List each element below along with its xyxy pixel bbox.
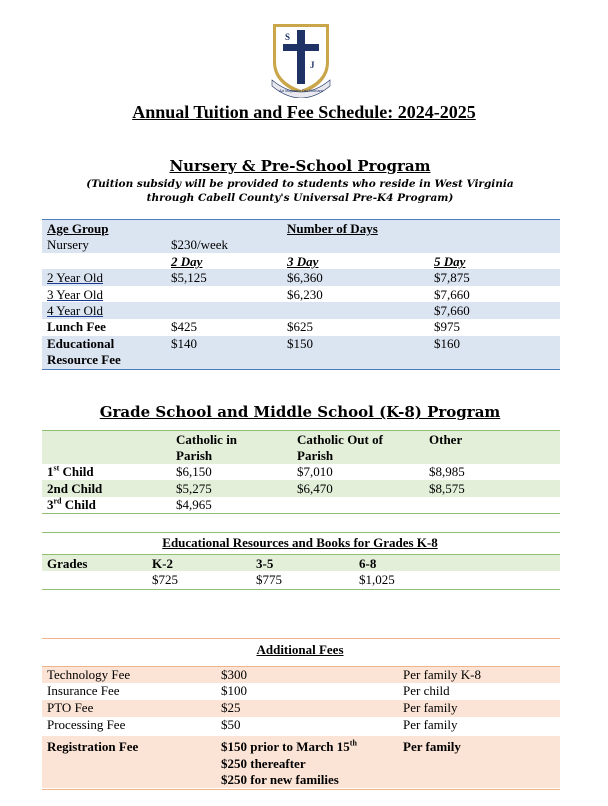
- processing-fee-per: Per family: [403, 717, 458, 732]
- catholic-out-header-2: Parish: [297, 448, 334, 463]
- insurance-fee-amount: $100: [221, 683, 247, 698]
- age-4-5day: $7,660: [434, 303, 470, 318]
- grade-k2-header: K-2: [152, 556, 173, 571]
- books-section-title: Educational Resources and Books for Grades K-8: [162, 535, 438, 550]
- day-header-3: 3 Day: [287, 254, 319, 269]
- resource-fee-5day: $160: [434, 336, 460, 351]
- subsidy-note-line-2: through Cabell County's Universal Pre-K4 Program): [146, 192, 454, 204]
- number-of-days-header: Number of Days: [287, 221, 378, 236]
- registration-fee-per: Per family: [403, 739, 461, 754]
- grade-6-8-value: $1,025: [359, 572, 395, 587]
- age-2-2day: $5,125: [171, 270, 207, 285]
- catholic-out-header-1: Catholic Out of: [297, 432, 383, 447]
- grade-3-5-value: $775: [256, 572, 282, 587]
- age-3-5day: $7,660: [434, 287, 470, 302]
- logo-motto: Ad Majorem Dei Gloriam: [279, 88, 323, 93]
- page-title: Annual Tuition and Fee Schedule: 2024-2025: [132, 102, 476, 122]
- processing-fee-label: Processing Fee: [47, 717, 126, 732]
- registration-fee-line-3: $250 for new families: [221, 772, 339, 787]
- third-child-in-parish: $4,965: [176, 497, 212, 512]
- logo-letter-j: J: [310, 60, 315, 70]
- technology-fee-label: Technology Fee: [47, 667, 131, 682]
- insurance-fee-label: Insurance Fee: [47, 683, 120, 698]
- catholic-in-parish-header-1: Catholic in: [176, 432, 238, 447]
- lunch-fee-label: Lunch Fee: [47, 319, 106, 334]
- school-crest-logo: [270, 22, 332, 98]
- age-2-label: 2 Year Old: [47, 270, 103, 285]
- third-child-label: 3rd Child: [47, 496, 96, 512]
- technology-fee-amount: $300: [221, 667, 247, 682]
- processing-fee-amount: $50: [221, 717, 241, 732]
- age-2-5day: $7,875: [434, 270, 470, 285]
- pto-fee-per: Per family: [403, 700, 458, 715]
- lunch-fee-3day: $625: [287, 319, 313, 334]
- lunch-fee-5day: $975: [434, 319, 460, 334]
- pto-fee-label: PTO Fee: [47, 700, 94, 715]
- resource-fee-3day: $150: [287, 336, 313, 351]
- first-child-label: 1st Child: [47, 463, 94, 479]
- additional-fees-title: Additional Fees: [256, 642, 344, 657]
- nursery-label: Nursery: [47, 237, 89, 252]
- age-4-label: 4 Year Old: [47, 303, 103, 318]
- first-child-in-parish: $6,150: [176, 464, 212, 479]
- nursery-section-title: Nursery & Pre-School Program: [169, 157, 431, 175]
- other-header: Other: [429, 432, 463, 447]
- day-header-2: 2 Day: [171, 254, 203, 269]
- second-child-label: 2nd Child: [47, 481, 103, 496]
- registration-fee-line-2: $250 thereafter: [221, 756, 306, 771]
- age-group-header: Age Group: [47, 221, 109, 236]
- age-3-label: 3 Year Old: [47, 287, 103, 302]
- resource-fee-2day: $140: [171, 336, 197, 351]
- age-2-3day: $6,360: [287, 270, 323, 285]
- grade-school-section-title: Grade School and Middle School (K-8) Program: [99, 403, 501, 421]
- grade-6-8-header: 6-8: [359, 556, 377, 571]
- second-child-out-parish: $6,470: [297, 481, 333, 496]
- technology-fee-per: Per family K-8: [403, 667, 481, 682]
- registration-fee-label: Registration Fee: [47, 739, 139, 754]
- pto-fee-amount: $25: [221, 700, 241, 715]
- resource-fee-label-line-2: Resource Fee: [47, 352, 121, 367]
- registration-fee-line-1: $150 prior to March 15th: [221, 738, 357, 754]
- second-child-in-parish: $5,275: [176, 481, 212, 496]
- second-child-other: $8,575: [429, 481, 465, 496]
- first-child-other: $8,985: [429, 464, 465, 479]
- insurance-fee-per: Per child: [403, 683, 450, 698]
- age-3-3day: $6,230: [287, 287, 323, 302]
- day-header-5: 5 Day: [434, 254, 466, 269]
- first-child-out-parish: $7,010: [297, 464, 333, 479]
- grades-label: Grades: [47, 556, 88, 571]
- subsidy-note-line-1: (Tuition subsidy will be provided to students who reside in West Virginia: [86, 178, 514, 190]
- lunch-fee-2day: $425: [171, 319, 197, 334]
- grade-k2-value: $725: [152, 572, 178, 587]
- resource-fee-label-line-1: Educational: [47, 336, 115, 351]
- grade-3-5-header: 3-5: [256, 556, 274, 571]
- catholic-in-parish-header-2: Parish: [176, 448, 213, 463]
- nursery-rate: $230/week: [171, 237, 229, 252]
- logo-letter-s: S: [285, 32, 291, 42]
